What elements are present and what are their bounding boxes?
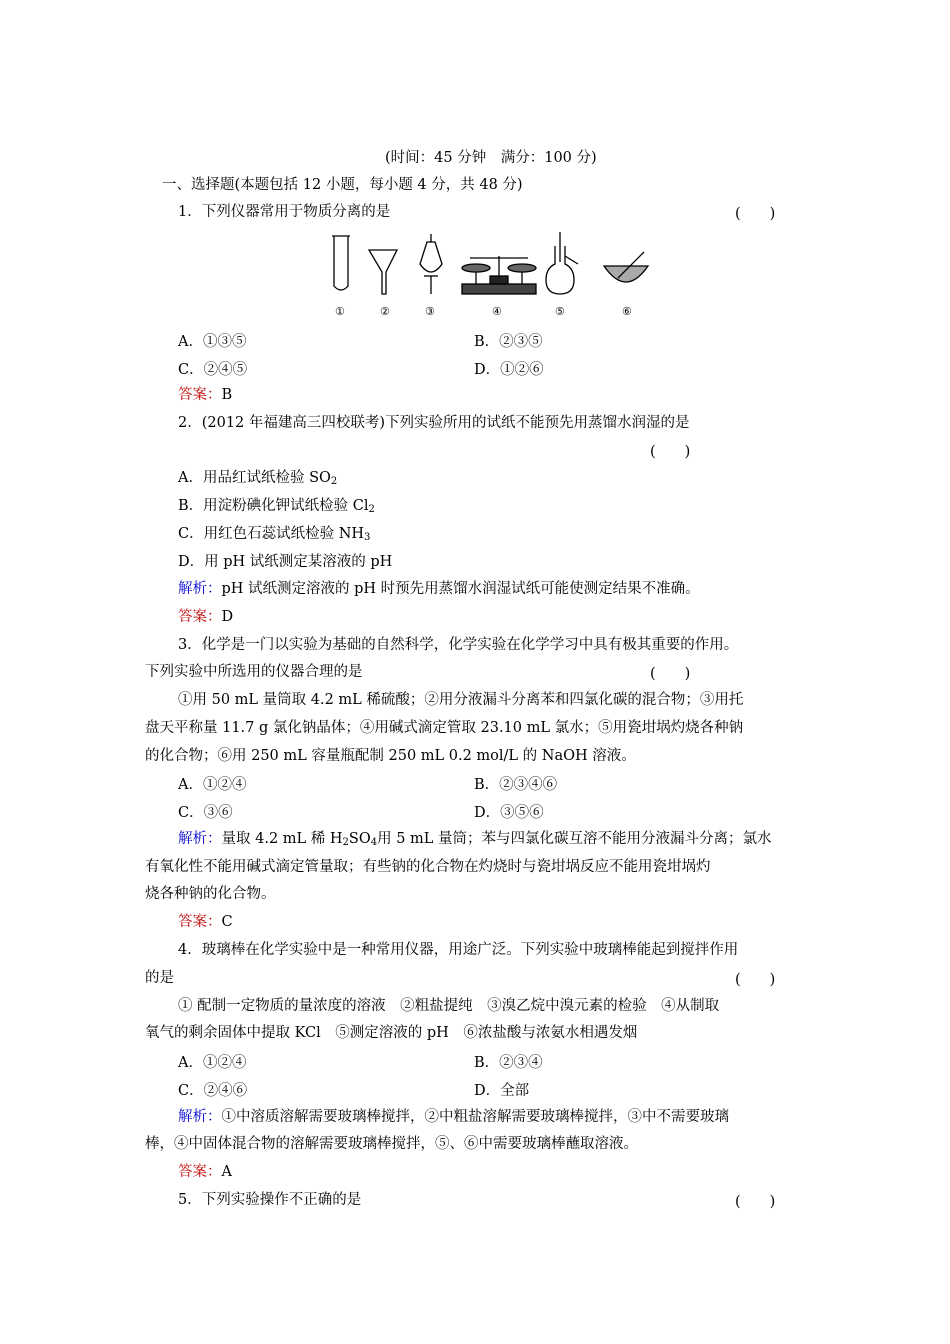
answer-label: 答案： — [178, 1164, 222, 1180]
q1-figure-num-5: ⑤ — [555, 305, 565, 318]
q1-apparatus-figure — [0, 232, 950, 302]
answer-label: 答案： — [178, 609, 222, 625]
q4-stem-line-2: 的是 — [145, 970, 174, 986]
answer-label: 答案： — [178, 387, 222, 403]
q2-answer-value: D — [221, 609, 234, 625]
q5-stem: 5．下列实验操作不正确的是 — [178, 1192, 362, 1208]
q1-figure-num-2: ② — [380, 305, 390, 318]
q3-stem-line-2: 下列实验中所选用的仪器合理的是 — [145, 664, 363, 680]
test-tube-icon — [332, 236, 350, 290]
q4-option-b: B．②③④ — [474, 1055, 543, 1071]
q2-stem: 2．(2012 年福建高三四校联考)下列实验所用的试纸不能预先用蒸馏水润湿的是 — [178, 415, 690, 431]
q4-analysis-line-1: 解析：①中溶质溶解需要玻璃棒搅拌，②中粗盐溶解需要玻璃棒搅拌，③中不需要玻璃 — [178, 1109, 729, 1125]
q2-option-a: A．用品红试纸检验 $SO_2$ — [178, 470, 338, 487]
q1-stem: 1．下列仪器常用于物质分离的是 — [178, 204, 391, 220]
q3-items-line-1: ①用 50 mL 量筒取 4.2 mL 稀硫酸；②用分液漏斗分离苯和四氯化碳的混合物；③用托 — [178, 692, 744, 708]
q1-figure-num-3: ③ — [425, 305, 435, 318]
q4-items-line-2: 氧气的剩余固体中提取 KCl ⑤测定溶液的 pH ⑥浓盐酸与浓氨水相遇发烟 — [145, 1025, 638, 1041]
funnel-icon — [369, 250, 397, 294]
q3-items-line-3: 的化合物；⑥用 250 mL 容量瓶配制 250 mL 0.2 mol/L 的 NaOH 溶液。 — [145, 748, 636, 764]
q4-option-c: C．②④⑥ — [178, 1083, 248, 1099]
q3-answer-blank: ( ) — [650, 666, 691, 682]
q2-option-d: D．用 pH 试纸测定某溶液的 pH — [178, 554, 393, 570]
section-title: 一、选择题(本题包括 12 小题，每小题 4 分，共 48 分) — [162, 177, 523, 193]
q3-items-line-2: 盘天平称量 11.7 g 氯化钠晶体；④用碱式滴定管取 23.10 mL 氯水；⑤用瓷坩埚灼烧各种钠 — [145, 720, 744, 736]
q4-answer-blank: ( ) — [735, 972, 776, 988]
q2-analysis: 解析：pH 试纸测定溶液的 pH 时预先用蒸馏水润湿试纸可能使测定结果不准确。 — [178, 581, 700, 597]
q2-option-b: B．用淀粉碘化钾试纸检验 $Cl_2$ — [178, 498, 375, 515]
q1-option-d: D．①②⑥ — [474, 362, 544, 378]
distillation-flask-icon — [546, 232, 578, 294]
q3-answer-value: C — [221, 914, 233, 930]
q3-analysis-line-2: 有氧化性不能用碱式滴定管量取；有些钠的化合物在灼烧时与瓷坩埚反应不能用瓷坩埚灼 — [145, 859, 711, 875]
q4-option-a: A．①②④ — [178, 1055, 247, 1071]
q1-figure-num-6: ⑥ — [622, 305, 632, 318]
q3-analysis-line-3: 烧各种钠的化合物。 — [145, 886, 276, 902]
exam-header: (时间：45 分钟 满分：100 分) — [385, 150, 597, 166]
q4-answer-value: A — [221, 1164, 232, 1180]
q3-option-d: D．③⑤⑥ — [474, 805, 544, 821]
balance-icon — [462, 256, 536, 294]
q3-option-c: C．③⑥ — [178, 805, 233, 821]
q1-answer-blank: ( ) — [735, 206, 776, 222]
q1-figure-num-1: ① — [335, 305, 345, 318]
analysis-label: 解析： — [178, 831, 222, 847]
separatory-funnel-icon — [420, 234, 442, 294]
q4-analysis-line-2: 棒，④中固体混合物的溶解需要玻璃棒搅拌，⑤、⑥中需要玻璃棒蘸取溶液。 — [145, 1136, 638, 1152]
q3-option-b: B．②③④⑥ — [474, 777, 558, 793]
q1-figure-num-4: ④ — [492, 305, 502, 318]
mortar-pestle-icon — [604, 252, 648, 282]
q1-answer-value: B — [221, 387, 233, 403]
q2-answer — [178, 607, 233, 627]
q1-answer — [178, 385, 232, 405]
q4-items-line-1: ① 配制一定物质的量浓度的溶液 ②粗盐提纯 ③溴乙烷中溴元素的检验 ④从制取 — [178, 998, 720, 1014]
answer-label: 答案： — [178, 914, 222, 930]
analysis-label: 解析： — [178, 1109, 222, 1125]
q3-analysis-line-1: 解析：量取 4.2 mL 稀 $H_2SO_4$用 5 mL 量筒；苯与四氯化碳互溶不能用分液漏斗分离；氯水 — [178, 831, 772, 848]
q1-option-c: C．②④⑤ — [178, 362, 248, 378]
q2-option-c: C．用红色石蕊试纸检验 $NH_3$ — [178, 526, 371, 543]
q5-answer-blank: ( ) — [735, 1194, 776, 1210]
q4-option-d: D．全部 — [474, 1083, 530, 1099]
q2-answer-blank: ( ) — [650, 444, 691, 460]
q4-stem-line-1: 4．玻璃棒在化学实验中是一种常用仪器，用途广泛。下列实验中玻璃棒能起到搅拌作用 — [178, 942, 739, 958]
q3-stem-line-1: 3．化学是一门以实验为基础的自然科学，化学实验在化学学习中具有极其重要的作用。 — [178, 637, 739, 653]
q4-answer — [178, 1162, 232, 1182]
analysis-label: 解析： — [178, 581, 222, 597]
q3-answer — [178, 912, 233, 932]
q3-option-a: A．①②④ — [178, 777, 247, 793]
q1-option-a: A．①③⑤ — [178, 334, 247, 350]
q1-option-b: B．②③⑤ — [474, 334, 543, 350]
